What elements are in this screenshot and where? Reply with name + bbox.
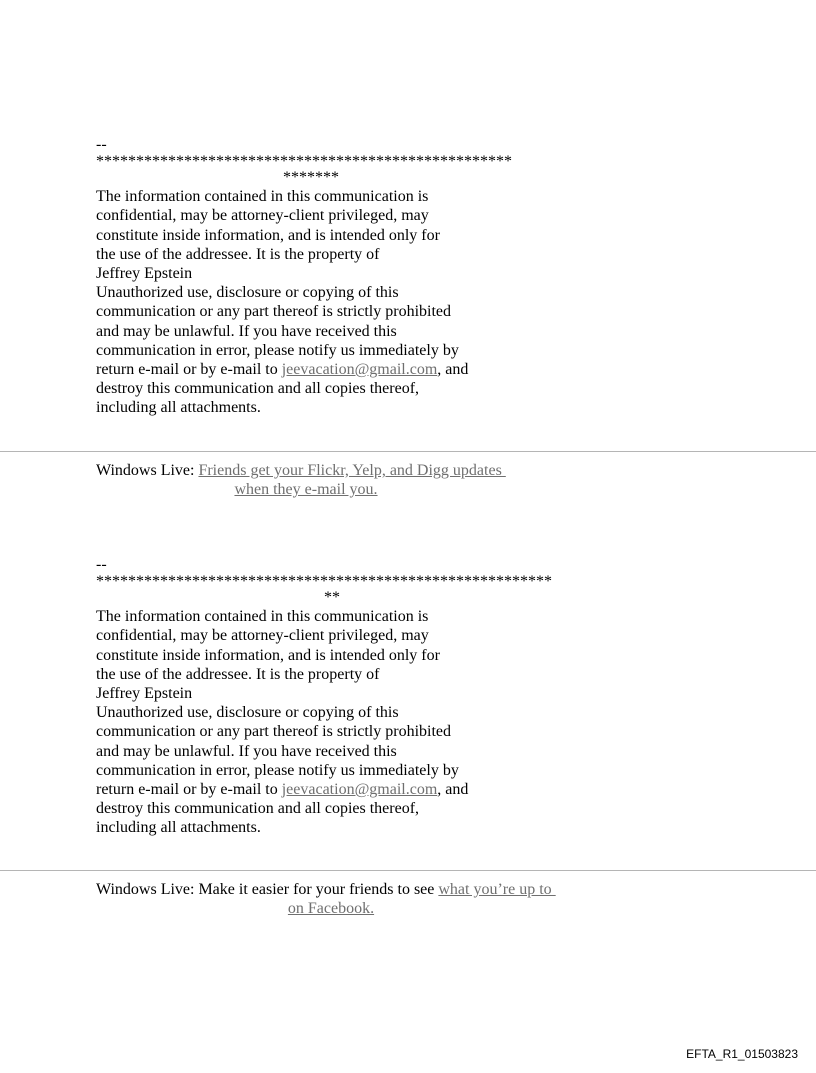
- disclaimer-line: constitute inside information, and is intended only for: [96, 226, 440, 244]
- disclaimer-line: Jeffrey Epstein: [96, 265, 193, 283]
- disclaimer-line: destroy this communication and all copies thereof,: [96, 380, 420, 398]
- email-link[interactable]: jeevacation@gmail.com: [281, 781, 438, 799]
- disclaimer-line: communication in error, please notify us immediately by: [96, 341, 459, 359]
- disclaimer-line: Unauthorized use, disclosure or copying of this: [96, 704, 399, 722]
- separator-rule-2: [0, 870, 816, 871]
- disclaimer-line: confidential, may be attorney-client privileged, may: [96, 207, 429, 225]
- disclaimer-line: communication in error, please notify us immediately by: [96, 761, 459, 779]
- promo-prefix: Windows Live:: [96, 462, 199, 479]
- asterisk-line-continued: *******: [283, 169, 339, 187]
- disclaimer-line: and may be unlawful. If you have received this: [96, 742, 397, 760]
- disclaimer-line: constitute inside information, and is intended only for: [96, 646, 440, 664]
- promo-prefix: Windows Live: Make it easier for your friends to see: [96, 881, 439, 898]
- disclaimer-line: The information contained in this communication is: [96, 608, 429, 626]
- return-suffix: , and: [437, 781, 469, 799]
- disclaimer-line: The information contained in this communication is: [96, 188, 429, 206]
- signature-dashes: --: [96, 556, 107, 573]
- signature-dashes: --: [96, 136, 107, 153]
- disclaimer-block-1: [96, 135, 526, 418]
- return-suffix: , and: [437, 361, 469, 379]
- promo-link[interactable]: Friends get your Flickr, Yelp, and Digg updates: [198, 462, 506, 479]
- disclaimer-line: Unauthorized use, disclosure or copying of this: [96, 284, 399, 302]
- promo-link-continued[interactable]: when they e-mail you.: [234, 481, 378, 498]
- disclaimer-line: communication or any part thereof is strictly prohibited: [96, 723, 452, 741]
- return-prefix: return e-mail or by e-mail to: [96, 781, 282, 799]
- disclaimer-return-line: [96, 360, 526, 379]
- disclaimer-return-line: [96, 780, 568, 799]
- disclaimer-line: including all attachments.: [96, 399, 261, 417]
- disclaimer-line: destroy this communication and all copies thereof,: [96, 800, 420, 818]
- promo-line: [96, 461, 516, 480]
- disclaimer-line: the use of the addressee. It is the property of: [96, 665, 380, 683]
- promo-link-continued[interactable]: on Facebook.: [287, 900, 375, 917]
- disclaimer-line: confidential, may be attorney-client privileged, may: [96, 627, 429, 645]
- disclaimer-line: including all attachments.: [96, 819, 261, 837]
- document-id: EFTA_R1_01503823: [686, 1047, 798, 1061]
- disclaimer-line: Jeffrey Epstein: [96, 685, 193, 703]
- disclaimer-line: communication or any part thereof is strictly prohibited: [96, 303, 452, 321]
- asterisk-line: ****************************************************: [96, 153, 512, 171]
- promo-link[interactable]: what you’re up to: [438, 881, 556, 898]
- promo-block-2: [96, 880, 566, 918]
- disclaimer-line: and may be unlawful. If you have received this: [96, 322, 397, 340]
- promo-block-1: [96, 461, 516, 499]
- return-prefix: return e-mail or by e-mail to: [96, 361, 282, 379]
- disclaimer-line: the use of the addressee. It is the property of: [96, 245, 380, 263]
- disclaimer-block-2: [96, 555, 568, 838]
- asterisk-line: *********************************************************: [96, 573, 552, 591]
- promo-line-continued: [96, 899, 566, 918]
- email-link[interactable]: jeevacation@gmail.com: [281, 361, 438, 379]
- promo-line-continued: [96, 480, 516, 499]
- asterisk-line-continued: **: [324, 589, 340, 607]
- separator-rule-1: [0, 451, 816, 452]
- promo-line: [96, 880, 566, 899]
